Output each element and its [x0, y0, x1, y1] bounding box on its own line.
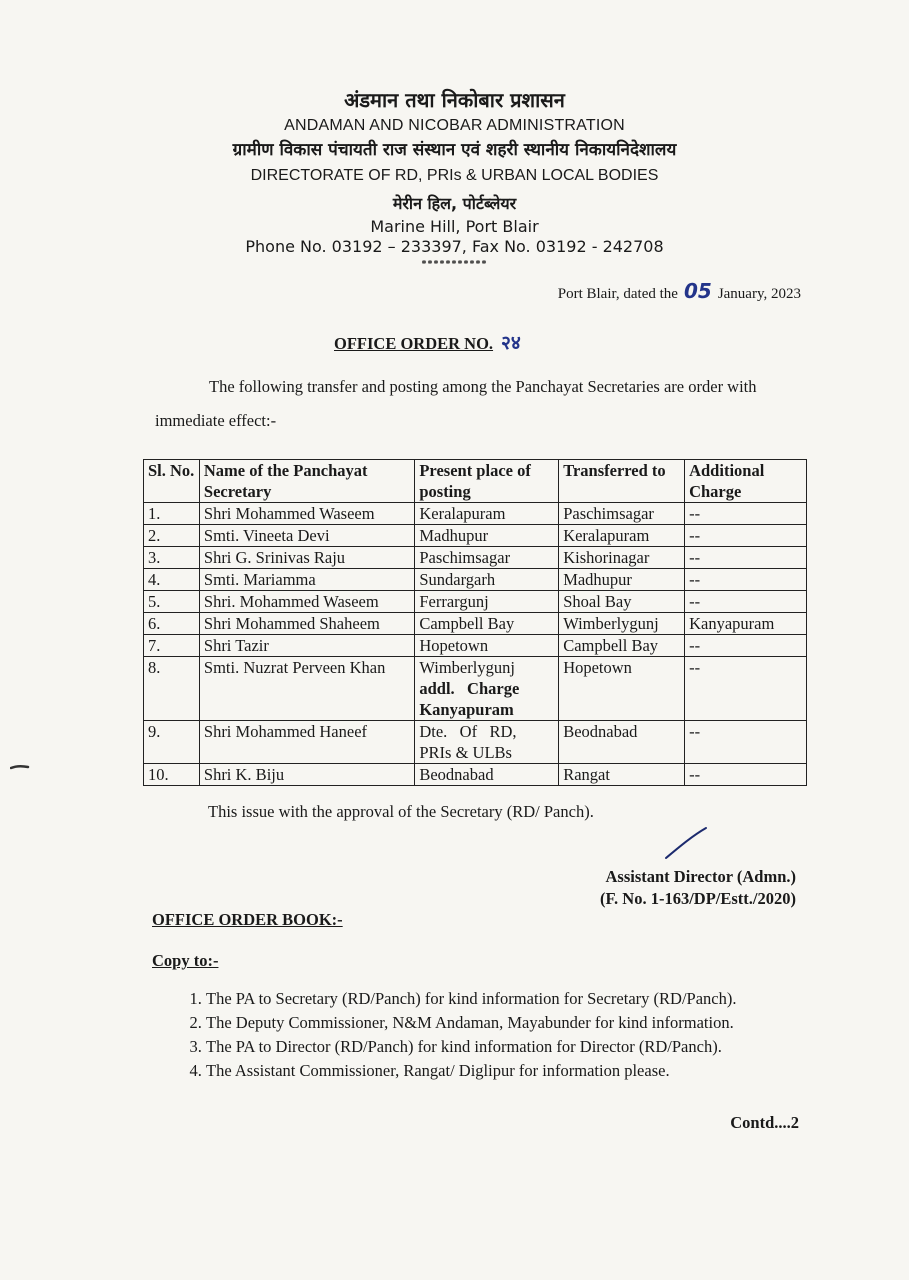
cell-name: Shri. Mohammed Waseem — [199, 591, 414, 613]
header-hindi-title: अंडमान तथा निकोबार प्रशासन — [344, 88, 565, 112]
table-row — [144, 525, 807, 547]
header-hindi-address: मेरीन हिल, पोर्टब्लेयर — [392, 194, 517, 213]
cell-charge: -- — [685, 721, 807, 764]
signatory-file-no: (F. No. 1-163/DP/Estt./2020) — [599, 889, 796, 908]
header-separator-stars: *********** — [421, 259, 488, 270]
cell-present — [415, 721, 559, 764]
header-additional-charge: Additional Charge — [685, 460, 807, 503]
list-item: 4. The Assistant Commissioner, Rangat/ Diglipur for information please. — [206, 1059, 846, 1083]
cell-charge: -- — [685, 547, 807, 569]
continued-marker: Contd....2 — [730, 1113, 799, 1132]
table-row — [144, 547, 807, 569]
cell-name: Shri G. Srinivas Raju — [199, 547, 414, 569]
signatory-designation: Assistant Director (Admn.) — [605, 867, 796, 886]
table-row — [144, 613, 807, 635]
cell-sl: 7. — [144, 635, 200, 657]
table-row — [144, 635, 807, 657]
cell-charge: -- — [685, 525, 807, 547]
office-order-title — [334, 329, 521, 355]
cell-to: Wimberlygunj — [559, 613, 685, 635]
cell-present-line: Wimberlygunj — [419, 658, 515, 677]
cell-sl: 6. — [144, 613, 200, 635]
header-english-title: ANDAMAN AND NICOBAR ADMINISTRATION — [284, 117, 625, 134]
cell-to: Shoal Bay — [559, 591, 685, 613]
cell-present-line: Dte. Of RD, — [419, 722, 517, 741]
cell-name: Shri Mohammed Waseem — [199, 503, 414, 525]
cell-present: Sundargarh — [415, 569, 559, 591]
cell-charge: Kanyapuram — [685, 613, 807, 635]
header-phone-fax: Phone No. 03192 – 233397, Fax No. 03192 - 242708 — [245, 237, 664, 256]
cell-present-line: PRIs & ULBs — [419, 743, 512, 762]
cell-charge: -- — [685, 591, 807, 613]
dateline-prefix: Port Blair, dated the — [557, 286, 678, 302]
handwritten-day: 05 — [683, 279, 712, 303]
cell-present: Paschimsagar — [415, 547, 559, 569]
cell-present: Madhupur — [415, 525, 559, 547]
table-row — [144, 721, 807, 764]
approval-note: This issue with the approval of the Secretary (RD/ Panch). — [208, 802, 594, 821]
cell-charge: -- — [685, 635, 807, 657]
copy-to-list — [162, 987, 846, 1083]
cell-present: Keralapuram — [415, 503, 559, 525]
cell-sl: 2. — [144, 525, 200, 547]
cell-name: Shri Mohammed Shaheem — [199, 613, 414, 635]
cell-to: Madhupur — [559, 569, 685, 591]
table-row — [144, 764, 807, 786]
cell-name: Smti. Vineeta Devi — [199, 525, 414, 547]
header-english-address: Marine Hill, Port Blair — [370, 217, 539, 236]
table-row — [144, 657, 807, 721]
cell-sl: 3. — [144, 547, 200, 569]
table-header-row — [144, 460, 807, 503]
cell-charge: -- — [685, 764, 807, 786]
header-name: Name of the Panchayat Secretary — [199, 460, 414, 503]
cell-to: Keralapuram — [559, 525, 685, 547]
table-row — [144, 569, 807, 591]
cell-name: Smti. Nuzrat Perveen Khan — [199, 657, 414, 721]
cell-to: Hopetown — [559, 657, 685, 721]
scan-speck — [10, 763, 30, 771]
header-hindi-directorate: ग्रामीण विकास पंचायती राज संस्थान एवं शहरी स्थानीय निकायनिदेशालय — [232, 140, 677, 160]
handwritten-order-number: २४ — [501, 332, 521, 354]
cell-name: Shri Tazir — [199, 635, 414, 657]
table-row — [144, 591, 807, 613]
cell-name: Shri Mohammed Haneef — [199, 721, 414, 764]
copy-to-heading: Copy to:- — [152, 951, 219, 970]
cell-to: Kishorinagar — [559, 547, 685, 569]
cell-sl: 10. — [144, 764, 200, 786]
office-order-label: OFFICE ORDER NO. — [334, 334, 494, 353]
cell-present — [415, 657, 559, 721]
signature-mark — [664, 826, 708, 860]
cell-to: Paschimsagar — [559, 503, 685, 525]
cell-to: Beodnabad — [559, 721, 685, 764]
list-item: 1. The PA to Secretary (RD/Panch) for kind information for Secretary (RD/Panch). — [206, 987, 846, 1011]
signatory-block — [600, 866, 796, 910]
cell-to: Rangat — [559, 764, 685, 786]
table-row — [144, 503, 807, 525]
cell-sl: 9. — [144, 721, 200, 764]
cell-charge: -- — [685, 569, 807, 591]
header-english-directorate: DIRECTORATE OF RD, PRIs & URBAN LOCAL BODIES — [250, 167, 659, 184]
cell-to: Campbell Bay — [559, 635, 685, 657]
cell-present-line: Kanyapuram — [419, 700, 514, 719]
cell-present-line: addl. Charge — [419, 679, 520, 698]
cell-sl: 8. — [144, 657, 200, 721]
cell-name: Shri K. Biju — [199, 764, 414, 786]
cell-charge: -- — [685, 503, 807, 525]
header-present-posting: Present place of posting — [415, 460, 559, 503]
header-transferred-to: Transferred to — [559, 460, 685, 503]
cell-sl: 4. — [144, 569, 200, 591]
cell-sl: 5. — [144, 591, 200, 613]
cell-present: Campbell Bay — [415, 613, 559, 635]
cell-present: Ferrargunj — [415, 591, 559, 613]
list-item: 2. The Deputy Commissioner, N&M Andaman, Mayabunder for kind information. — [206, 1011, 846, 1035]
transfer-table — [143, 459, 807, 786]
cell-name: Smti. Mariamma — [199, 569, 414, 591]
order-intro-paragraph: The following transfer and posting among the Panchayat Secretaries are order with immediate effect:- — [155, 377, 757, 430]
list-item: 3. The PA to Director (RD/Panch) for kind information for Director (RD/Panch). — [206, 1035, 846, 1059]
cell-present: Beodnabad — [415, 764, 559, 786]
header-sl-no: Sl. No. — [144, 460, 200, 503]
cell-charge: -- — [685, 657, 807, 721]
cell-sl: 1. — [144, 503, 200, 525]
dateline — [558, 279, 801, 303]
cell-present: Hopetown — [415, 635, 559, 657]
office-order-book-heading: OFFICE ORDER BOOK:- — [152, 910, 343, 929]
dateline-suffix: January, 2023 — [717, 286, 801, 302]
